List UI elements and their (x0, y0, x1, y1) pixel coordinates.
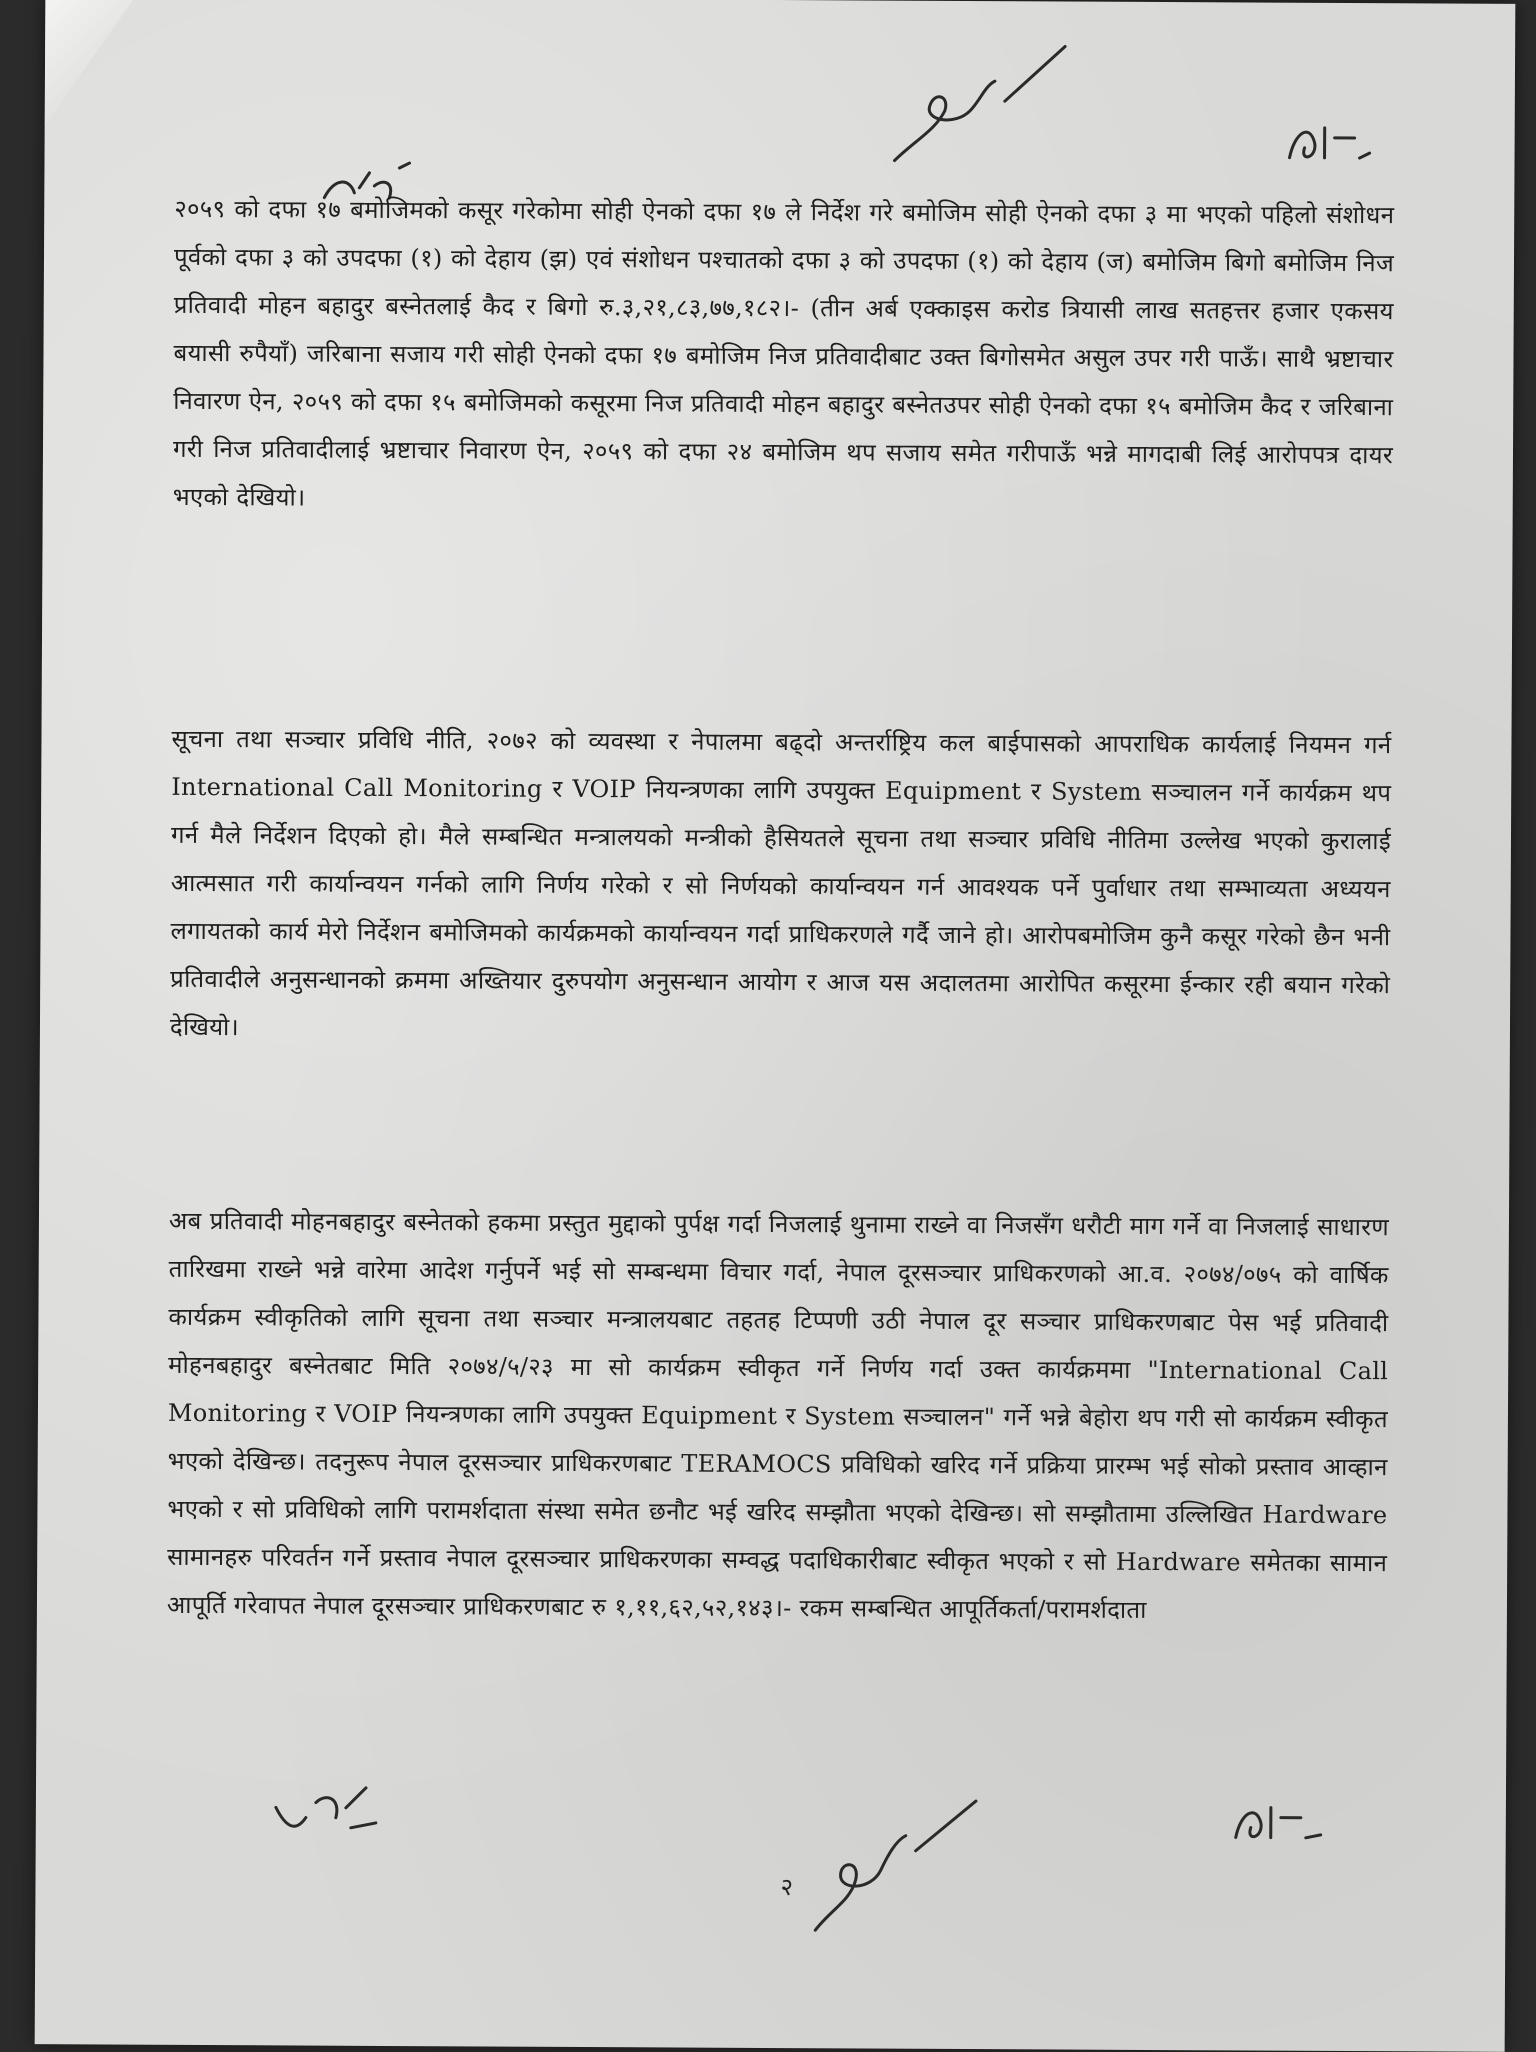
paragraph-3 (167, 1197, 1389, 1635)
handwritten-signature-top-center (874, 41, 1075, 182)
paragraph-2 (170, 715, 1392, 1057)
paragraph-2-text: सूचना तथा सञ्चार प्रविधि नीति, २०७२ को व्यवस्था र नेपालमा बढ्दो अन्तर्राष्ट्रिय कल बाईपासको आपराधिक कार्यलाई नियमन गर्न International Call Monitoring र VOIP नियन्त्रणका लागि उपयुक्त Equipment र System सञ्चालन गर्ने कार्यक्रम थप गर्न मैले निर्देशन दिएको हो। मैले सम्बन्धित मन्त्रालयको मन्त्रीको हैसियतले सूचना तथा सञ्चार प्रविधि नीतिमा उल्लेख भएको कुरालाई आत्मसात गरी कार्यान्वयन गर्नको लागि निर्णय गरेको र सो निर्णयको कार्यान्वयन गर्न आवश्यक पर्ने पुर्वाधार तथा सम्भाव्यता अध्ययन लगायतको कार्य मेरो निर्देशन बमोजिमको कार्यक्रमको कार्यान्वयन गर्दा प्राधिकरणले गर्दै जाने हो। आरोपबमोजिम कुनै कसूर गरेको छैन भनी प्रतिवादीले अनुसन्धानको क्रममा अख्तियार दुरुपयोग अनुसन्धान आयोग र आज यस अदालतमा आरोपित कसूरमा ईन्कार रही बयान गरेको देखियो। (169, 724, 1392, 1042)
page-number: २ (780, 1873, 794, 1902)
handwritten-signature-bottom-center (795, 1790, 986, 1941)
paragraph-3-text: अब प्रतिवादी मोहनबहादुर बस्नेतको हकमा प्रस्तुत मुद्दाको पुर्पक्ष गर्दा निजलाई थुनामा राख्ने वा निजसँग धरौटी माग गर्ने वा निजलाई साधारण तारिखमा राख्ने भन्ने वारेमा आदेश गर्नुपर्ने भई सो सम्बन्धमा विचार गर्दा, नेपाल दूरसञ्चार प्राधिकरणको आ.व. २०७४/०७५ को वार्षिक कार्यक्रम स्वीकृतिको लागि सूचना तथा सञ्चार मन्त्रालयबाट तहतह टिप्पणी उठी नेपाल दूर सञ्चार प्राधिकरणबाट पेस भई प्रतिवादी मोहनबहादुर बस्नेतबाट मिति २०७४/५/२३ मा सो कार्यक्रम स्वीकृत गर्ने निर्णय गर्दा उक्त कार्यक्रममा "International Call Monitoring र VOIP नियन्त्रणका लागि उपयुक्त Equipment र System सञ्चालन" गर्ने भन्ने बेहोरा थप गरी सो कार्यक्रम स्वीकृत भएको देखिन्छ। तदनुरूप नेपाल दूरसञ्चार प्राधिकरणबाट TERAMOCS प्रविधिको खरिद गर्ने प्रक्रिया प्रारम्भ भई सोको प्रस्ताव आव्हान भएको र सो प्रविधिको लागि परामर्शदाता संस्था समेत छनौट भई खरिद सम्झौता भएको देखिन्छ। सो सम्झौतामा उल्लिखित Hardware सामानहरु परिवर्तन गर्ने प्रस्ताव नेपाल दूरसञ्चार प्राधिकरणका सम्वद्ध पदाधिकारीबाट स्वीकृत भएको र सो Hardware समेतका सामान आपूर्ति गरेवापत नेपाल दूरसञ्चार प्राधिकरणबाट रु १,११,६२,५२,१४३।- रकम सम्बन्धित आपूर्तिकर्ता/परामर्शदाता (166, 1206, 1390, 1624)
paragraph-1-text: २०५९ को दफा १७ बमोजिमको कसूर गरेकोमा सोही ऐनको दफा १७ ले निर्देश गरे बमोजिम सोही ऐनको दफा ३ मा भएको पहिलो संशोधन पूर्वको दफा ३ को उपदफा (१) को देहाय (झ) एवं संशोधन पश्चातको दफा ३ को उपदफा (१) को देहाय (ज) बमोजिम बिगो बमोजिम निज प्रतिवादी मोहन बहादुर बस्नेतलाई कैद र बिगो रु.३,२१,८३,७७,१८२।- (तीन अर्ब एक्काइस करोड त्रियासी लाख सतहत्तर हजार एकसय बयासी रुपैयाँ) जरिबाना सजाय गरी सोही ऐनको दफा १७ बमोजिम निज प्रतिवादीबाट उक्त बिगोसमेत असुल उपर गरी पाऊँ। साथै भ्रष्टाचार निवारण ऐन, २०५९ को दफा १५ बमोजिमको कसूरमा निज प्रतिवादी मोहन बहादुर बस्नेतउपर सोही ऐनको दफा १५ बमोजिम कैद र जरिबाना गरी निज प्रतिवादीलाई भ्रष्टाचार निवारण ऐन, २०५९ को दफा २४ बमोजिम थप सजाय समेत गरीपाऊँ भन्ने मागदाबी लिई आरोपपत्र दायर भएको देखियो। (172, 194, 1395, 512)
handwritten-initials-bottom-left (266, 1777, 396, 1848)
paragraph-1 (173, 185, 1395, 527)
handwritten-initials-bottom-right (1226, 1792, 1336, 1853)
document-page (35, 0, 1516, 2052)
folded-corner (45, 0, 136, 127)
handwritten-initials-top-right (1279, 113, 1389, 174)
